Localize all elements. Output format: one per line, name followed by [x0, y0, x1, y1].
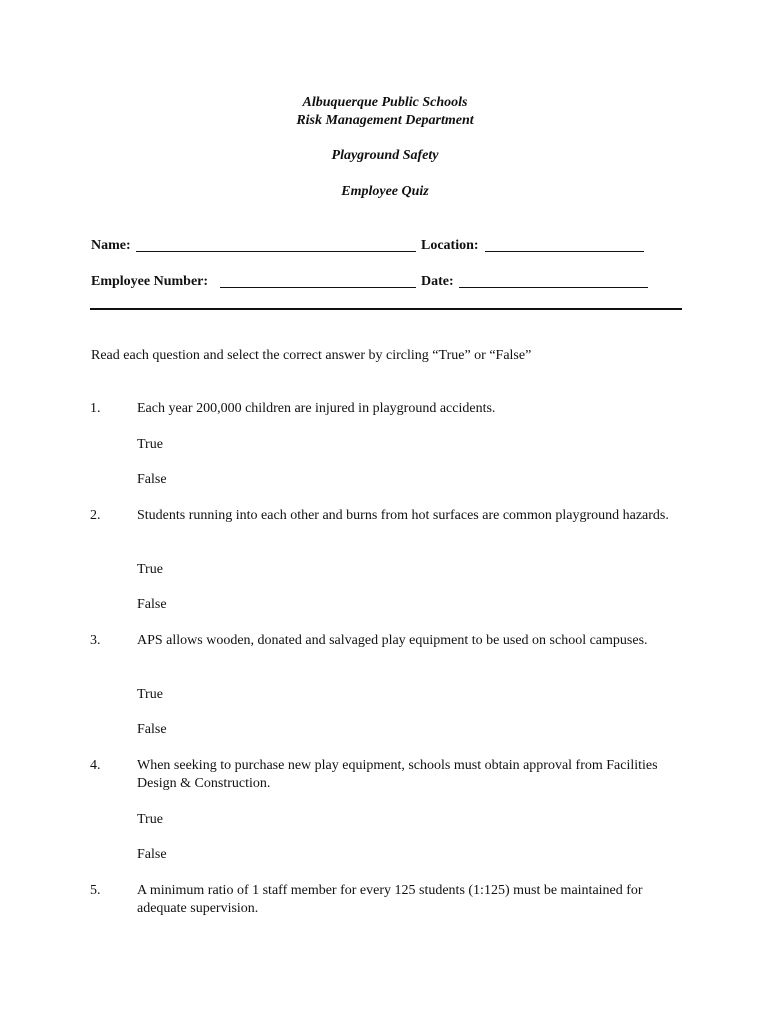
employee-number-field[interactable]: [220, 287, 416, 288]
name-label: Name:: [91, 238, 131, 253]
question-number: 3.: [90, 633, 101, 648]
answer-false-option[interactable]: False: [137, 722, 167, 737]
question-number: 1.: [90, 401, 101, 416]
header-department: Risk Management Department: [296, 113, 474, 128]
header-org: Albuquerque Public Schools: [302, 95, 468, 110]
answer-false-option[interactable]: False: [137, 472, 167, 487]
question-text: APS allows wooden, donated and salvaged play equipment to be used on school campuses.: [137, 633, 648, 648]
employee-number-label: Employee Number:: [91, 274, 209, 289]
date-field[interactable]: [459, 287, 648, 288]
page-title: Employee Quiz: [341, 184, 429, 199]
answer-true-option[interactable]: True: [137, 562, 163, 577]
question-text: A minimum ratio of 1 staff member for every 125 students (1:125) must be maintained for adequate supervision.: [137, 883, 643, 916]
answer-false-option[interactable]: False: [137, 847, 167, 862]
answer-true-option[interactable]: True: [137, 812, 163, 827]
question-text: Students running into each other and burns from hot surfaces are common playground hazards.: [137, 508, 669, 523]
question-number: 2.: [90, 508, 101, 523]
date-label: Date:: [421, 274, 454, 289]
answer-true-option[interactable]: True: [137, 437, 163, 452]
question-number: 5.: [90, 883, 101, 898]
question-text: When seeking to purchase new play equipment, schools must obtain approval from Facilities Design & Construction.: [137, 758, 658, 791]
location-label: Location:: [421, 238, 479, 253]
answer-true-option[interactable]: True: [137, 687, 163, 702]
name-field[interactable]: [136, 251, 416, 252]
instructions: Read each question and select the correct answer by circling “True” or “False”: [91, 348, 532, 363]
location-field[interactable]: [485, 251, 644, 252]
header-subject: Playground Safety: [331, 148, 439, 163]
question-number: 4.: [90, 758, 101, 773]
question-text: Each year 200,000 children are injured in playground accidents.: [137, 401, 496, 416]
answer-false-option[interactable]: False: [137, 597, 167, 612]
section-divider: [90, 308, 682, 310]
